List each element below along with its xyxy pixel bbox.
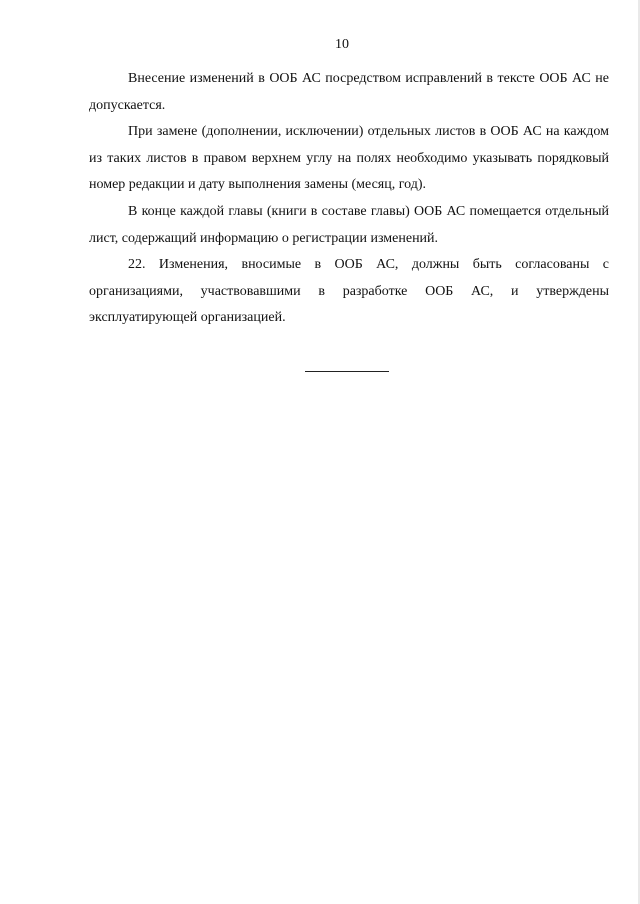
paragraph-item-22: 22. Изменения, вносимые в ООБ АС, должны быть согласованы с организациями, участвовавшими в разработке ООБ АС, и утверждены эксплуатирующей организацией. [89,257,609,326]
end-divider [305,371,389,372]
paragraph-amendment-restriction: Внесение изменений в ООБ АС посредством исправлений в тексте ООБ АС не допускается. [89,71,609,113]
paragraph-sheet-replacement: При замене (дополнении, исключении) отдельных листов в ООБ АС на каждом из таких листов в правом верхнем углу на полях необходимо указывать порядковый номер редакции и дату выполнения замены (месяц, год). [89,124,609,193]
paragraph-change-registration: В конце каждой главы (книги в составе главы) ООБ АС помещается отдельный лист, содержащий информацию о регистрации изменений. [89,203,609,246]
document-body [89,66,609,332]
page-number: 10 [335,37,349,52]
